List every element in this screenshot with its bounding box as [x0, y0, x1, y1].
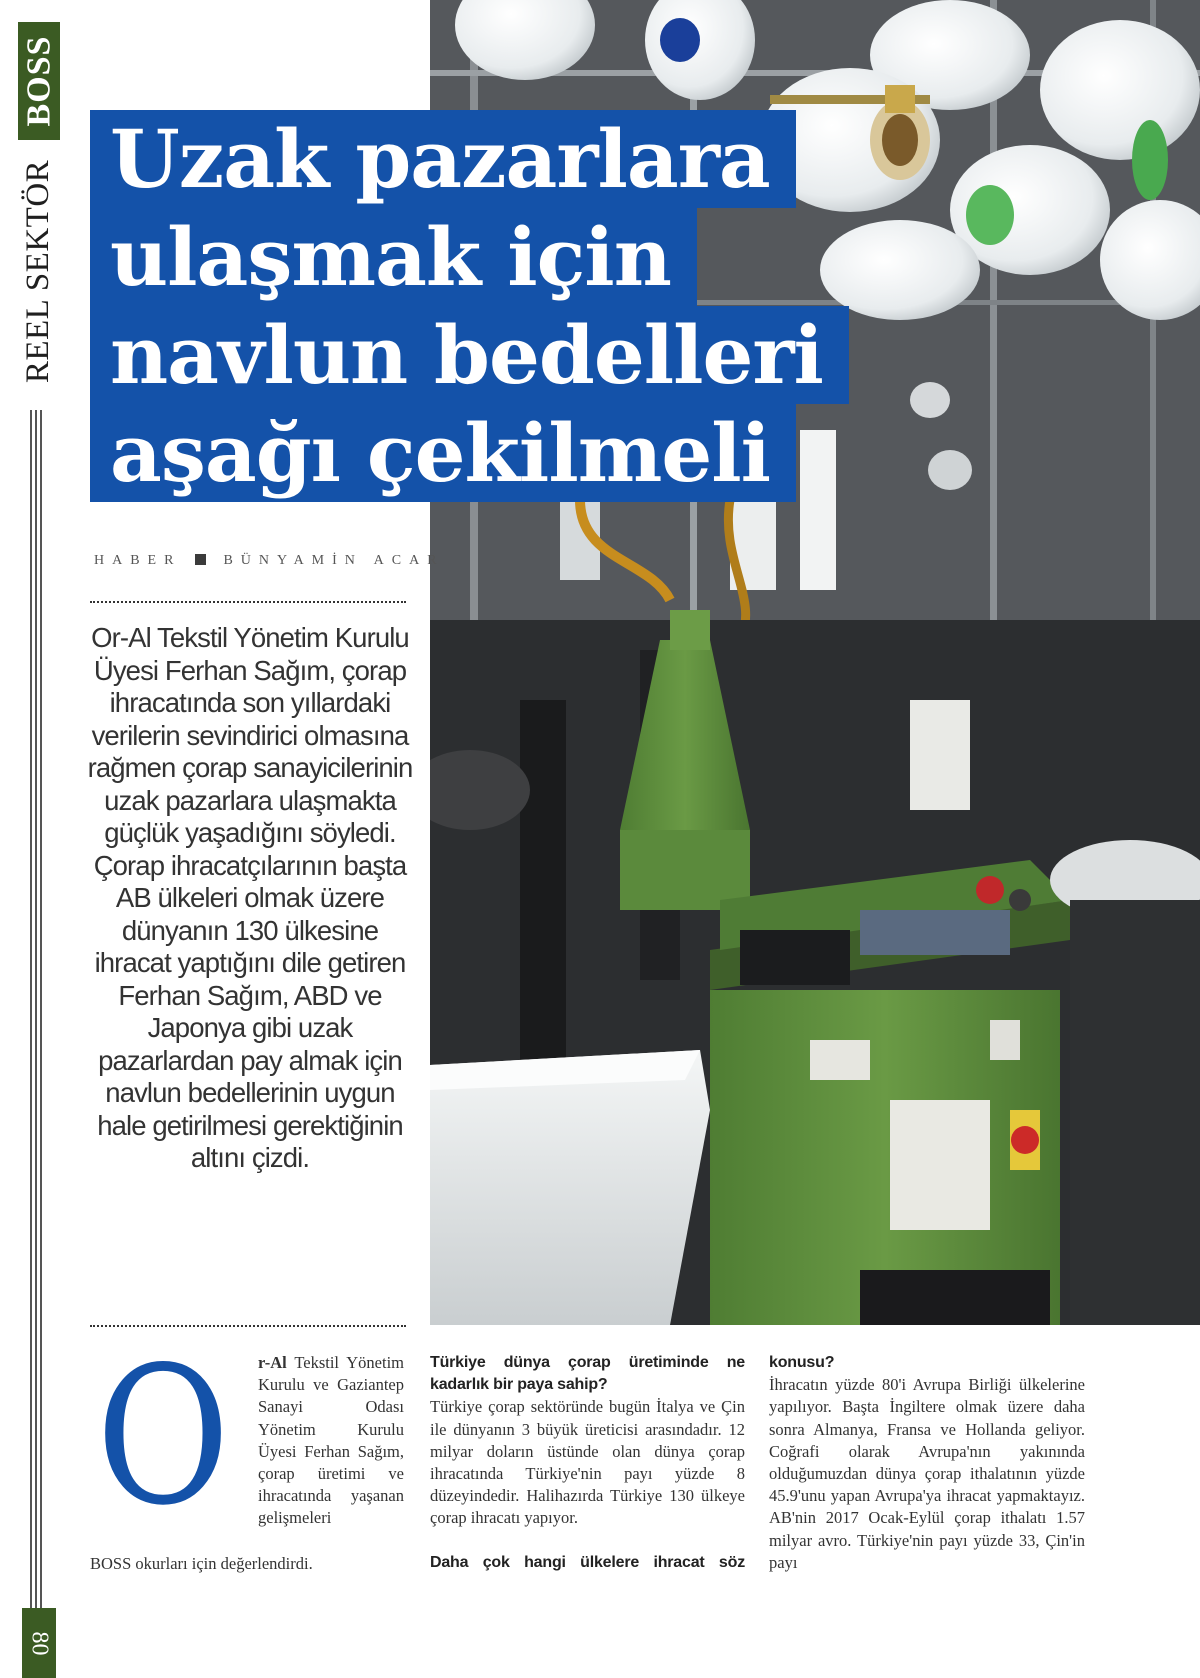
headline-line: aşağı çekilmeli [90, 404, 796, 502]
margin-rule [35, 410, 37, 1608]
byline [94, 553, 445, 569]
brand-tab [18, 22, 60, 140]
question-text: Daha çok hangi ülkelere ihracat söz [430, 1553, 745, 1571]
intro-paragraph-tail [90, 1553, 406, 1575]
intro-tail-text: BOSS okurları için değerlendirdi. [90, 1554, 313, 1573]
intro-lead-in: r-Al [258, 1353, 287, 1372]
intro-paragraph [258, 1352, 404, 1530]
article-column-3 [769, 1352, 1085, 1574]
headline-line: Uzak pazarlara [90, 110, 796, 208]
lead-paragraph: Or-Al Tekstil Yönetim Kurulu Üyesi Ferhan Sağım, çorap ihracatında son yıllardaki verilerin sevindirici olmasına rağmen çorap sanayicilerinin uzak pazarlara ulaşmakta güçlük yaşadığını söyledi. Çorap ihracatçılarının başta AB ülkeleri olmak üzere dünyanın 130 ülkesine ihracat yaptığını dile getiren Ferhan Sağım, ABD ve Japonya gibi uzak pazarlardan pay almak için navlun bedellerinin uygun hale getirilmesi gerektiğinin altını çizdi. [87, 622, 413, 1173]
section-label [18, 146, 60, 396]
byline-author: BÜNYAMİN ACAR [223, 553, 445, 568]
page-number: 80 [26, 1631, 53, 1655]
brand-logo-text: BOSS [20, 35, 58, 127]
intro-text: Tekstil Yönetim Kurulu ve Gaziantep Sanayi Odası Yönetim Kurulu Üyesi Ferhan Sağım, çorap üretimi ve ihracatında yaşanan gelişmeleri [258, 1353, 404, 1528]
page-number-tab [22, 1608, 56, 1678]
margin-rule [40, 410, 42, 1608]
headline-line: ulaşmak için [90, 208, 697, 306]
margin-rule [30, 410, 32, 1608]
dotted-divider [90, 601, 406, 603]
drop-cap: O [96, 1326, 230, 1547]
headline-line: navlun bedelleri [90, 306, 849, 404]
byline-category: HABER [94, 553, 182, 568]
question-heading: Türkiye dünya çorap üretiminde ne kadarlık bir paya sahip? [430, 1354, 745, 1394]
answer-paragraph: Türkiye çorap sektöründe bugün İtalya ve Çin ile dünyanın 3 büyük üreticisi arasındadır. 12 milyar doların üstünde olan dünya çorap ihracatında Türkiye'nin payı yüzde 8 düzeyindedir. Halihazırda Türkiye 130 ülkeye çorap ihracatı yapıyor. [430, 1397, 745, 1528]
answer-paragraph: İhracatın yüzde 80'i Avrupa Birliği ülkelerine yapılıyor. Başta İngiltere olmak üzere daha sonra Almanya, Fransa ve Hollanda geliyor. Coğrafi olarak Avrupa'nın yakınında olduğumuzdan dünya çorap ithalatının yüzde 45.9'unu yapan Avrupa'ya ihracat yapmaktayız. AB'nin 2017 Ocak-Eylül çorap ithalatı 1.57 milyar avro. Türkiye'nin payı yüzde 33, Çin'in payı [769, 1375, 1085, 1572]
question-heading [430, 1552, 745, 1574]
article-column-2 [430, 1352, 745, 1574]
question-heading-continued: konusu? [769, 1354, 835, 1371]
section-label-text: REEL SEKTÖR [20, 159, 57, 383]
square-bullet-icon [195, 554, 206, 565]
